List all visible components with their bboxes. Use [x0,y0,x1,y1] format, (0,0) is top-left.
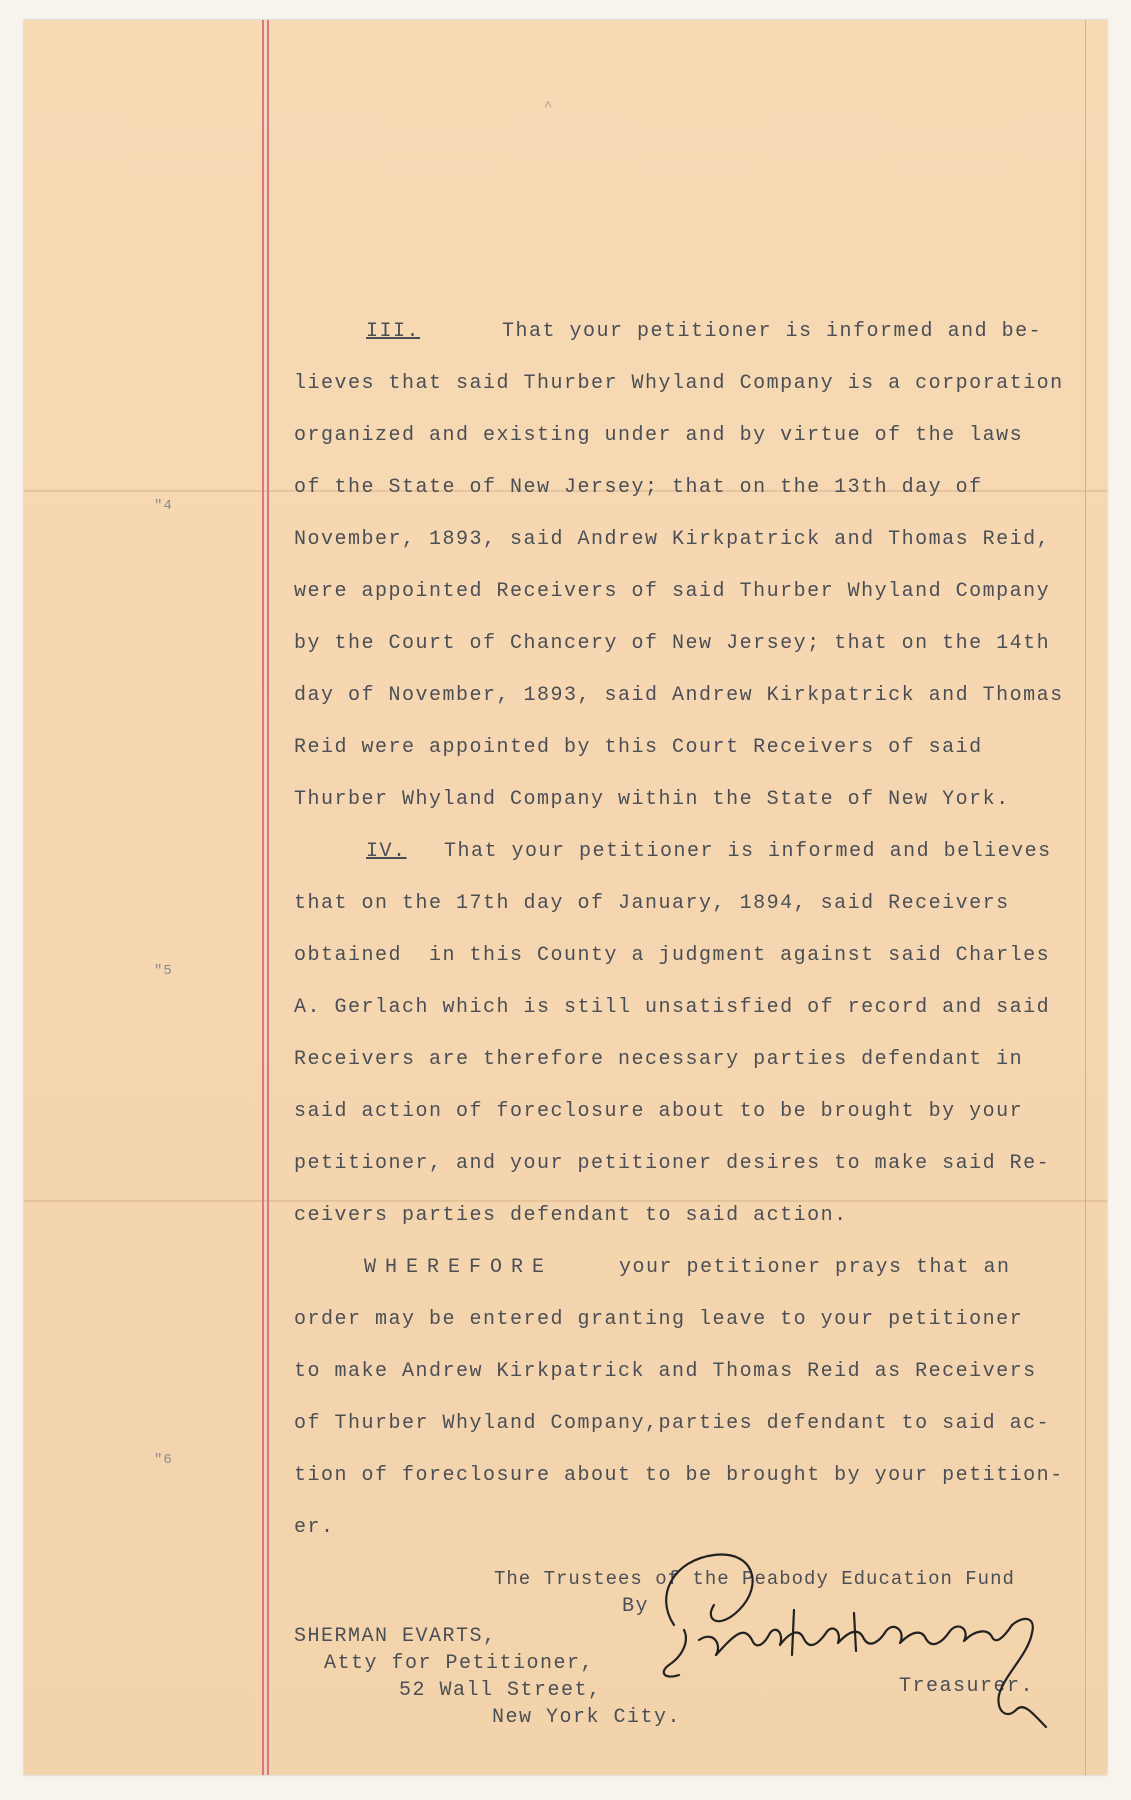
handwritten-signature [644,1505,1084,1755]
signature-stroke [854,1613,856,1651]
attorney-city: New York City. [492,1706,682,1729]
paragraph-line: obtained in this County a judgment against said Charles [294,944,1051,967]
paragraph-line: order may be entered granting leave to your petitioner [294,1308,1024,1331]
attorney-address: 52 Wall Street, [399,1679,602,1702]
by-label: By [622,1595,650,1618]
paragraph-line: That your petitioner is informed and be- [502,320,1043,343]
wherefore-lead: WHEREFORE [364,1256,554,1279]
right-margin-rule [1085,20,1086,1775]
paragraph-numeral: IV. [366,840,407,863]
paragraph-line: That your petitioner is informed and believes [444,840,1052,863]
paragraph-line: tion of foreclosure about to be brought by your petition- [294,1464,1064,1487]
paragraph-line: of Thurber Whyland Company,parties defendant to said ac- [294,1412,1051,1435]
attorney-role: Atty for Petitioner, [324,1652,595,1675]
paper-mark: ˄ [544,98,553,114]
signature-stroke [664,1630,686,1677]
paragraph-line: by the Court of Chancery of New Jersey; that on the 14th [294,632,1051,655]
paragraph-line: ceivers parties defendant to said action. [294,1204,848,1227]
margin-number: "6 [154,1452,173,1468]
trustees-line: The Trustees of the Peabody Education Fund [494,1568,1015,1590]
margin-rule [262,20,264,1775]
paragraph-line: to make Andrew Kirkpatrick and Thomas Reid as Receivers [294,1360,1037,1383]
paragraph-line: petitioner, and your petitioner desires to make said Re- [294,1152,1051,1175]
paragraph-line: were appointed Receivers of said Thurber Whyland Company [294,580,1051,603]
paragraph-line: A. Gerlach which is still unsatisfied of record and said [294,996,1051,1019]
signature-stroke [792,1610,794,1655]
paragraph-line: day of November, 1893, said Andrew Kirkpatrick and Thomas [294,684,1064,707]
paragraph-line: of the State of New Jersey; that on the 13th day of [294,476,983,499]
margin-rule [267,20,269,1775]
paragraph-line: Reid were appointed by this Court Receivers of said [294,736,983,759]
attorney-name: SHERMAN EVARTS, [294,1625,497,1648]
paragraph-numeral: III. [366,320,421,343]
document-sheet [24,20,1107,1775]
paragraph-line: your petitioner prays that an [619,1256,1011,1279]
paragraph-line: Receivers are therefore necessary parties defendant in [294,1048,1024,1071]
margin-number: "5 [154,963,173,979]
paragraph-line: lieves that said Thurber Whyland Company is a corporation [294,372,1064,395]
paragraph-line: said action of foreclosure about to be brought by your [294,1100,1024,1123]
paragraph-line: November, 1893, said Andrew Kirkpatrick and Thomas Reid, [294,528,1051,551]
signature-loop [666,1555,752,1625]
treasurer-title: Treasurer. [899,1675,1035,1698]
paragraph-line: that on the 17th day of January, 1894, said Receivers [294,892,1010,915]
fold-crease [24,1200,1107,1202]
paragraph-line: er. [294,1516,335,1539]
margin-number: "4 [154,498,173,514]
paragraph-line: Thurber Whyland Company within the State of New York. [294,788,1010,811]
paragraph-line: organized and existing under and by virtue of the laws [294,424,1024,447]
